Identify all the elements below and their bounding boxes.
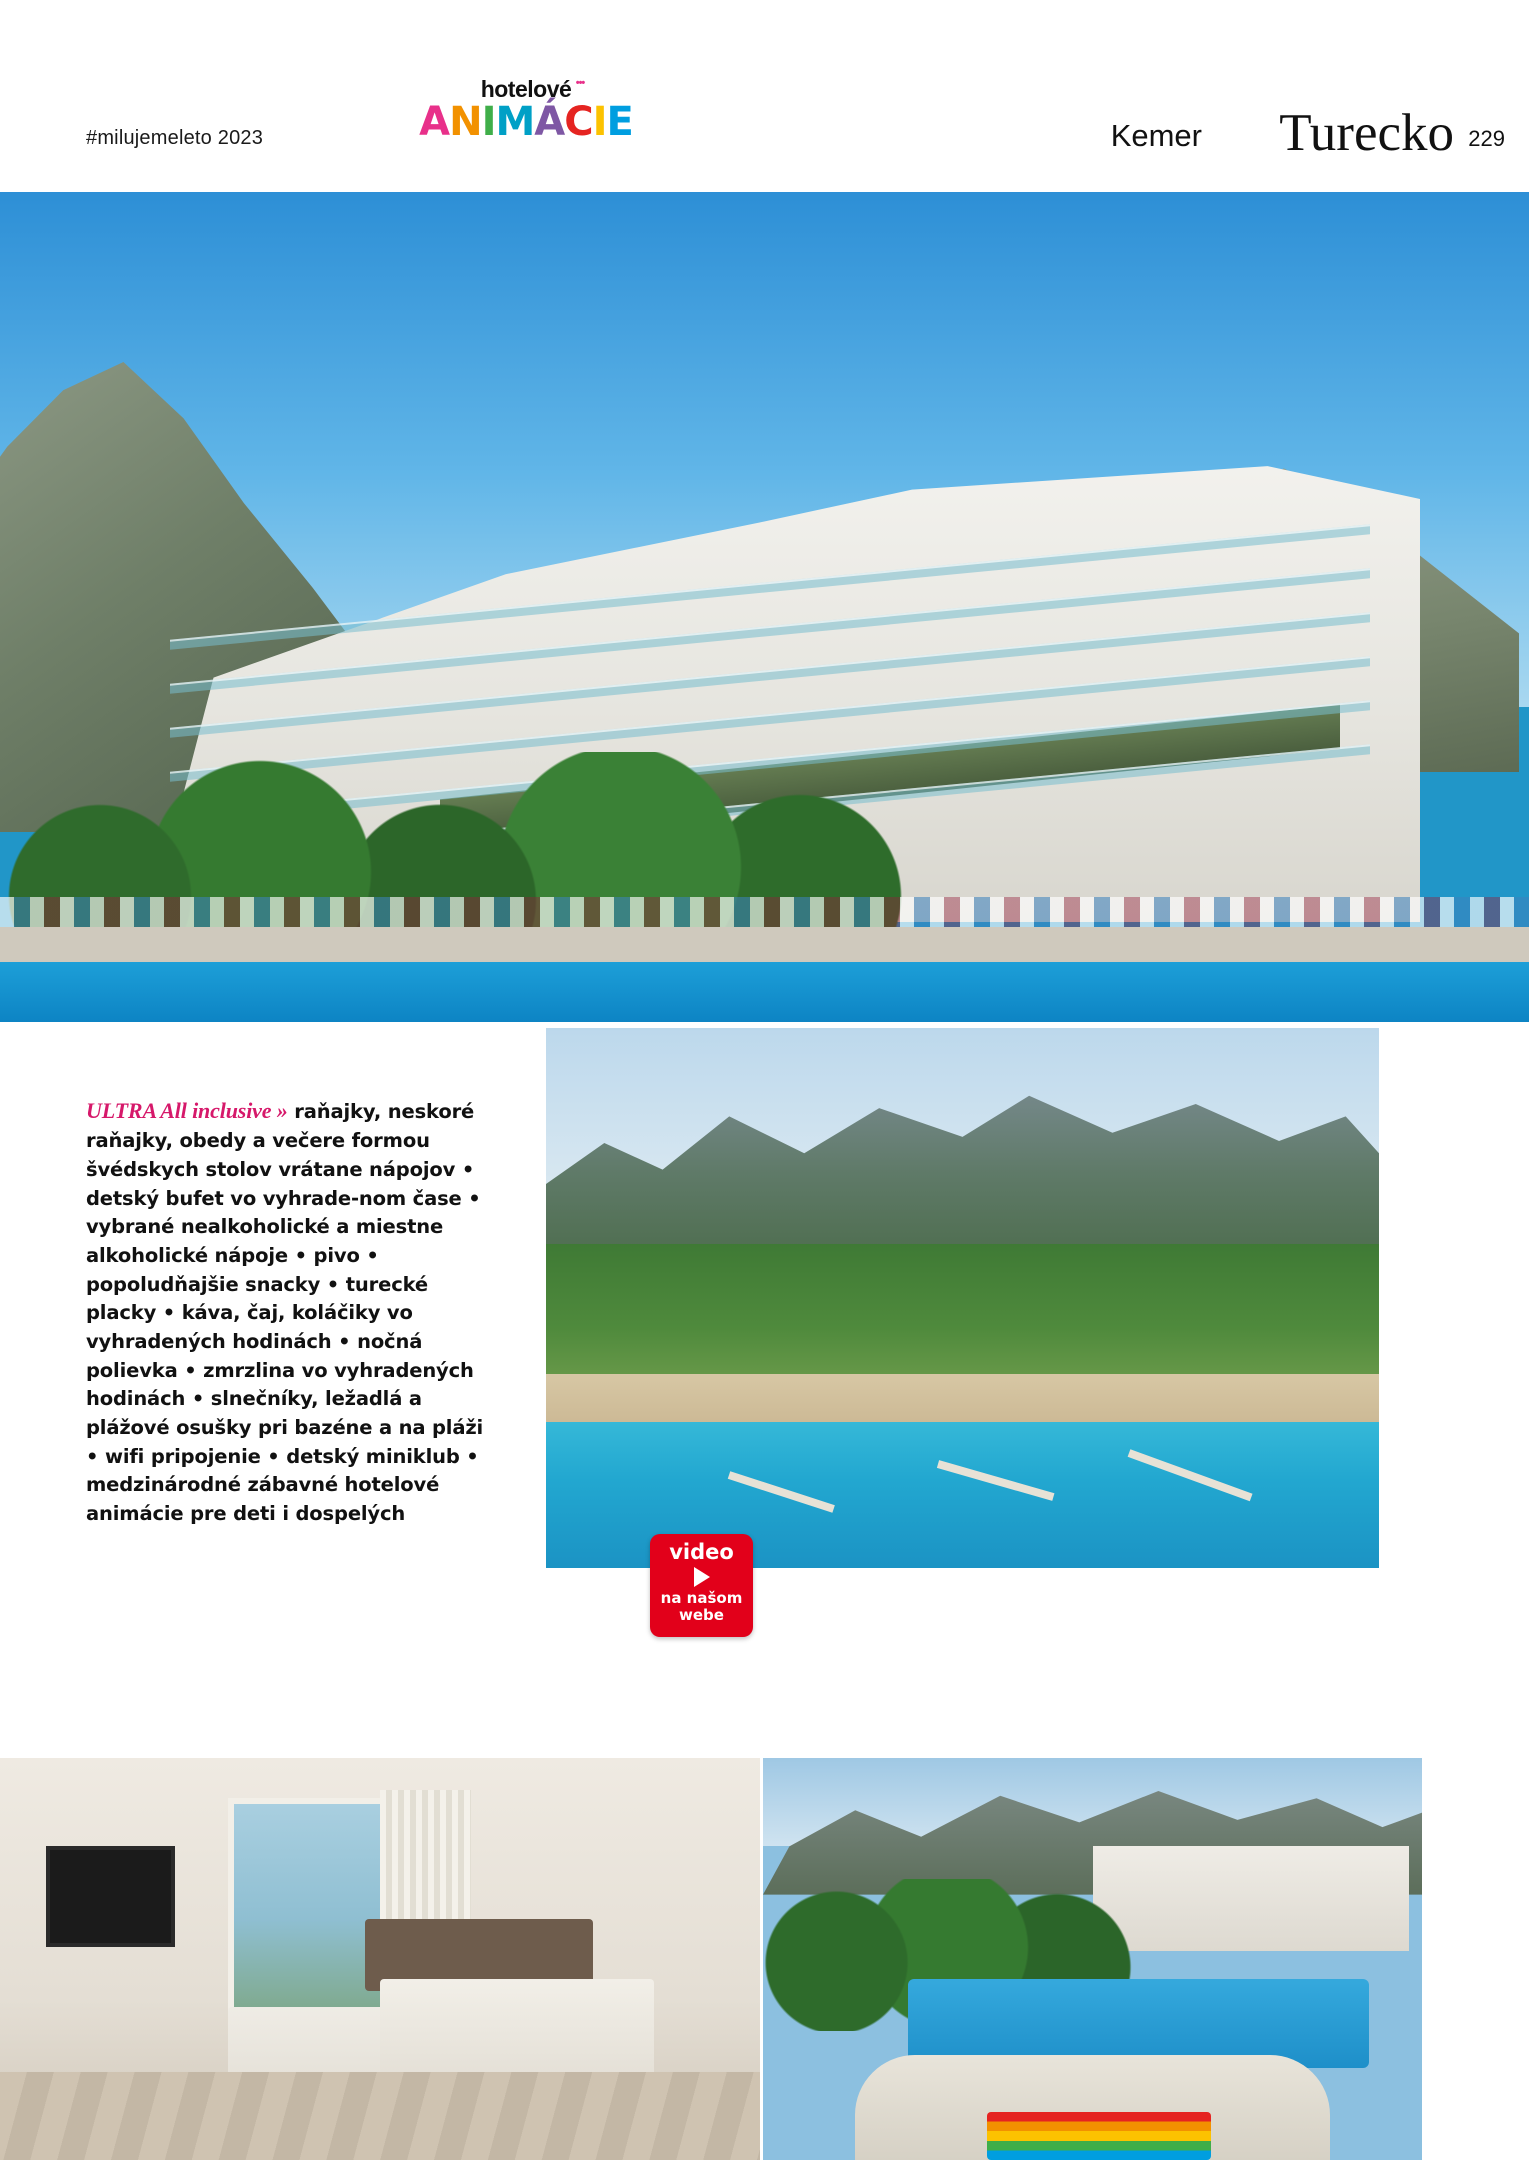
city-label: Kemer: [1110, 118, 1202, 153]
logo-letter-4: Á: [534, 99, 565, 145]
country-title: Turecko: [1279, 104, 1454, 162]
logo-letter-7: E: [606, 99, 633, 145]
logo-letter-1: N: [449, 99, 482, 145]
play-icon[interactable]: [694, 1567, 710, 1587]
hero-photo: [0, 192, 1529, 1022]
pool2-rainbow-slide: [987, 2112, 1211, 2160]
video-badge[interactable]: [650, 1534, 753, 1637]
aerial-greenery: [546, 1244, 1379, 1384]
aerial-resort-photo: [546, 1028, 1379, 1568]
hashtag-label: #milujemeleto 2023: [86, 127, 264, 149]
aerial-beach: [546, 1374, 1379, 1428]
logo-dots-icon: •••: [575, 77, 585, 89]
description-text: raňajky, neskoré raňajky, obedy a večere formou švédskych stolov vrátane nápojov • detský bufet vo vyhrade-nom čase • vybrané nealkoholické a miestne alkoholické nápoje • pivo • popoludňajšie snacky • turecké placky • káva, čaj, koláčiky vo vyhradených hodinách • nočná polievka • zmrzlina vo vyhradených hodinách • slnečníky, ležadlá a plážové osušky pri bazéne a na pláži • wifi pripojenie • detský miniklub • medzinárodné zábavné hotelové animácie pre deti i dospelých: [86, 1100, 484, 1525]
pool2-pool-water: [908, 1979, 1369, 2067]
ultra-all-inclusive-label: ULTRA All inclusive »: [86, 1098, 288, 1123]
all-inclusive-description: [86, 1095, 486, 1529]
logo-letter-0: A: [419, 99, 450, 145]
logo-letter-6: I: [592, 99, 607, 145]
logo-letter-5: C: [564, 99, 593, 145]
hero-pool-water: [0, 962, 1529, 1022]
logo-top-label: hotelové: [480, 76, 572, 102]
logo-letter-3: M: [495, 99, 535, 145]
room-tv: [46, 1846, 175, 1947]
video-badge-title: video: [669, 1540, 734, 1564]
logo-top-text: [480, 76, 585, 102]
page-number: 229: [1468, 126, 1505, 151]
video-badge-subtitle-line1: na našom: [660, 1589, 743, 1608]
hotel-room-photo: [0, 1755, 760, 2160]
animacie-logo: [396, 78, 656, 146]
pool-waterslide-photo: [760, 1755, 1422, 2160]
video-badge-subtitle-line2: webe: [679, 1605, 724, 1624]
logo-word: [396, 99, 656, 145]
room-floor: [0, 2072, 760, 2160]
logo-letter-2: I: [481, 99, 496, 145]
page-header: [0, 0, 1529, 185]
